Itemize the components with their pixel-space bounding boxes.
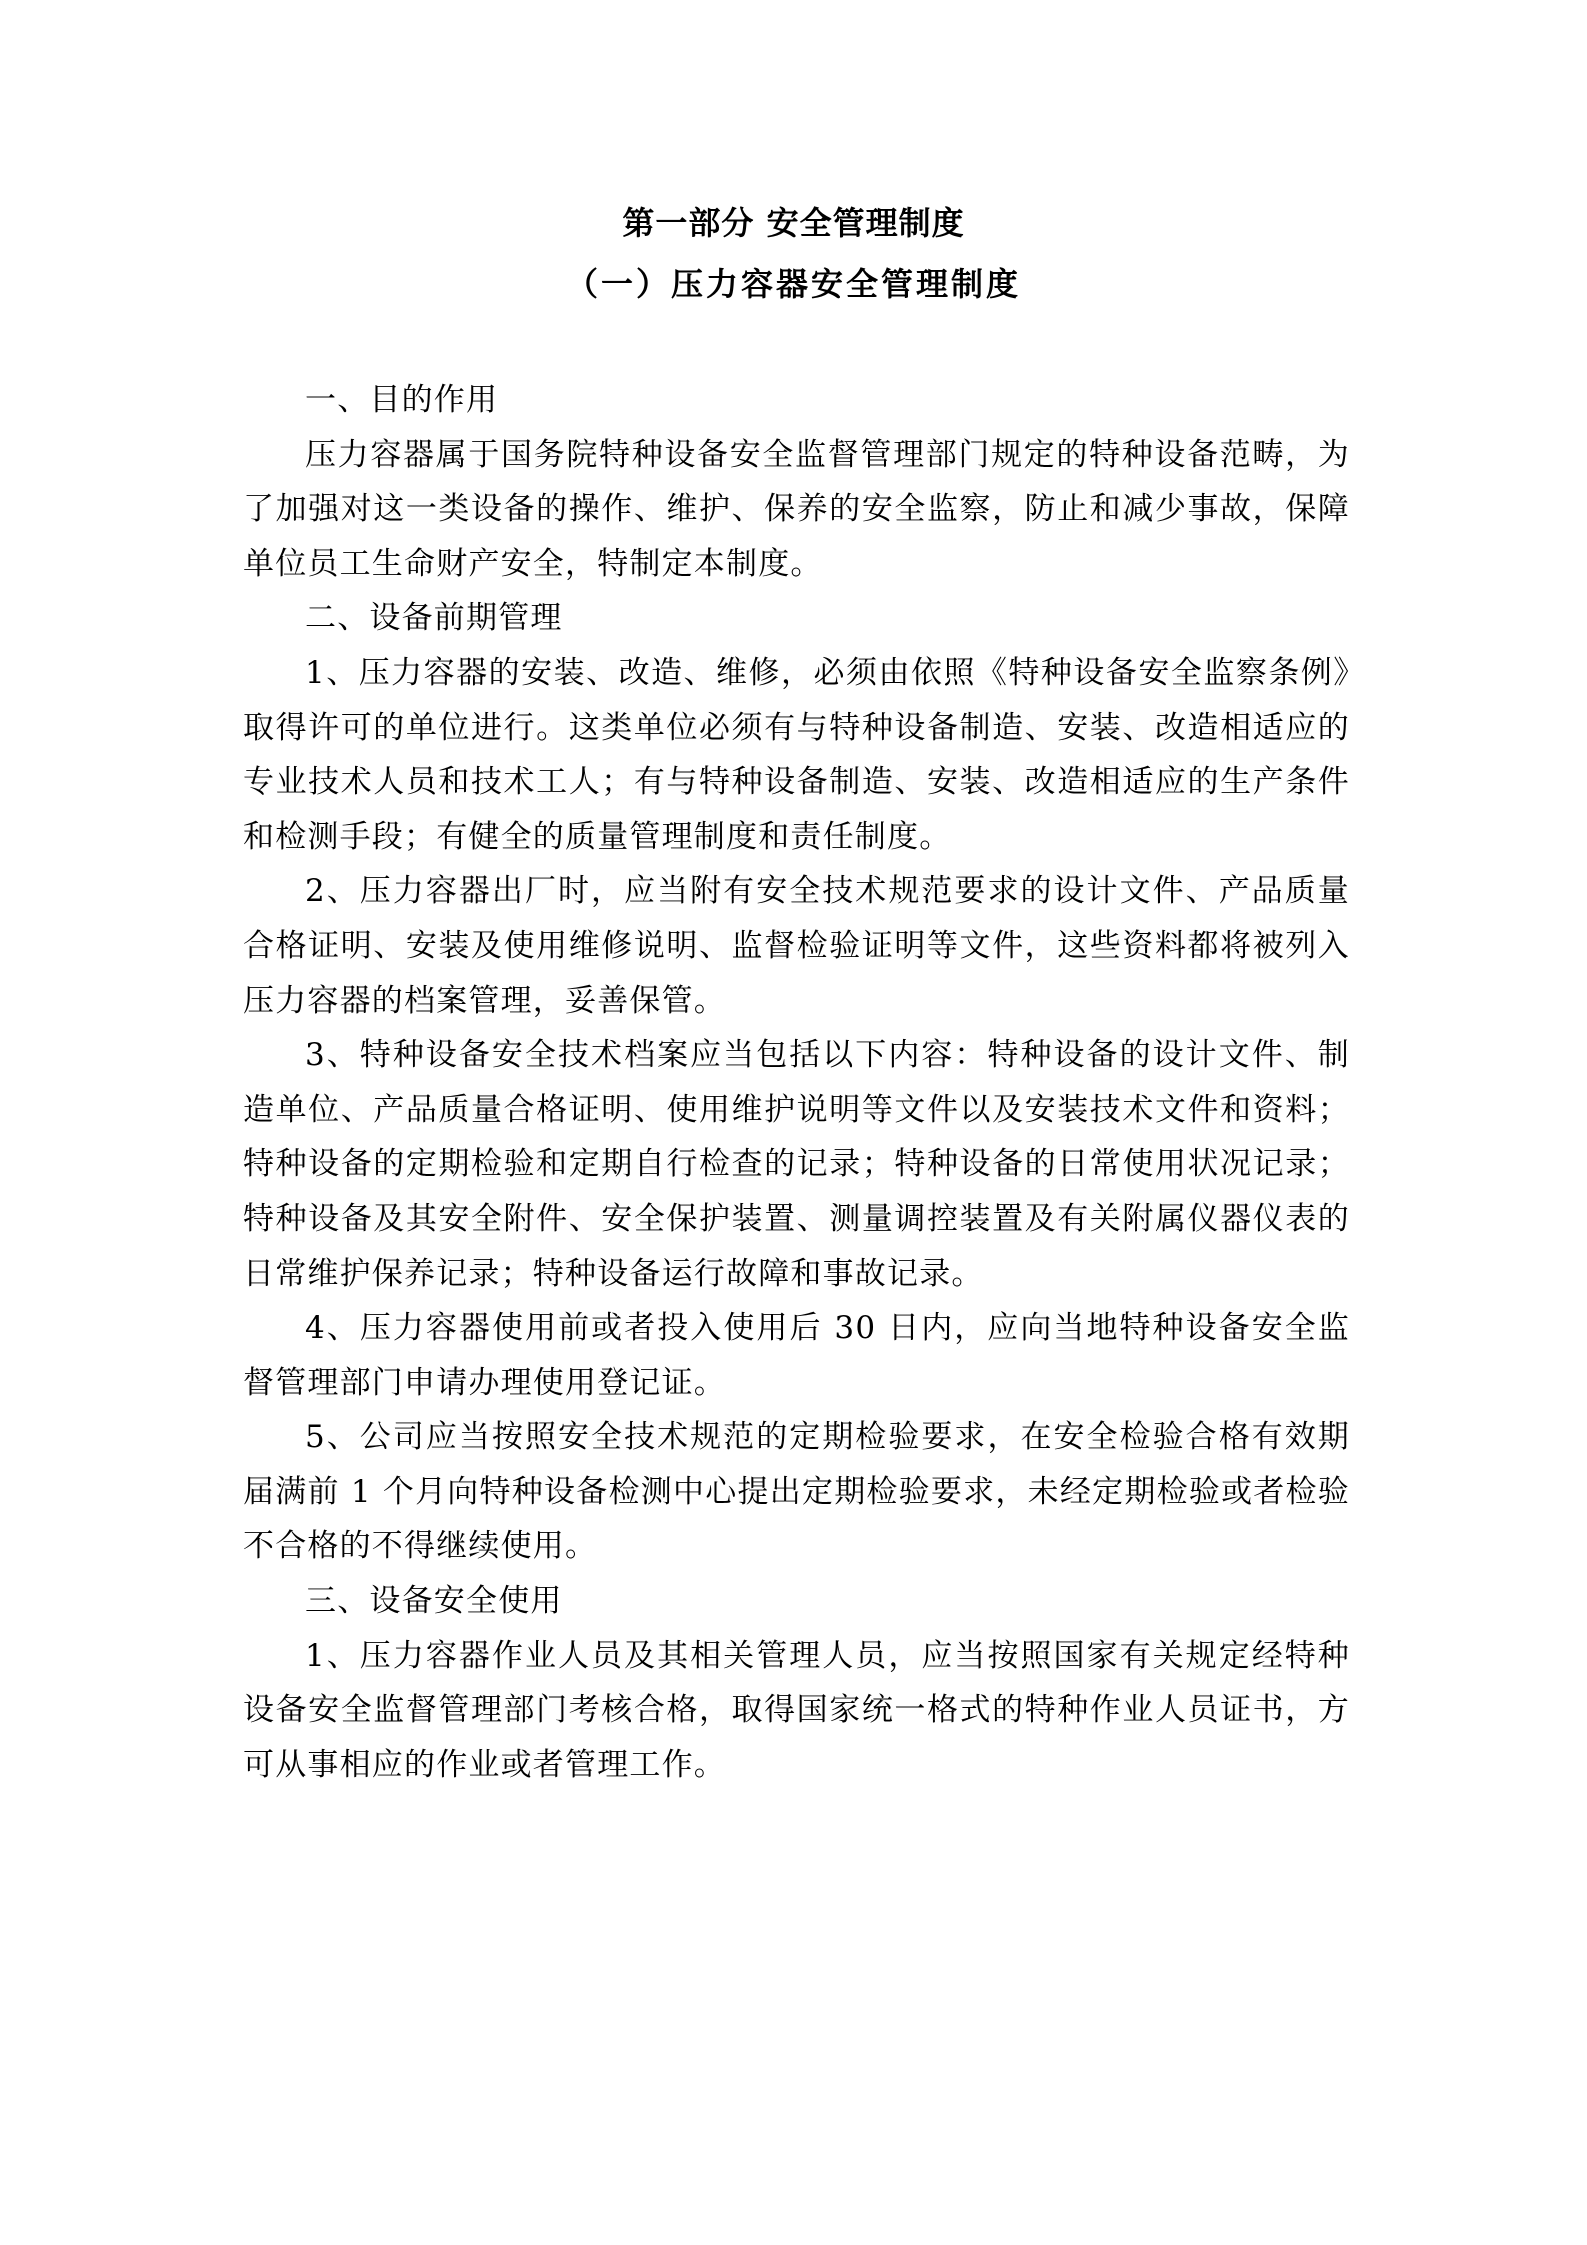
paragraph: 5、公司应当按照安全技术规范的定期检验要求，在安全检验合格有效期届满前 1 个月向特种设备检测中心提出定期检验要求，未经定期检验或者检验不合格的不得继续使用。 xyxy=(243,1419,1350,1565)
paragraph: 1、压力容器作业人员及其相关管理人员，应当按照国家有关规定经特种设备安全监督管理部门考核合格，取得国家统一格式的特种作业人员证书，方可从事相应的作业或者管理工作。 xyxy=(243,1637,1350,1783)
section-heading: 三、设备安全使用 xyxy=(305,1583,563,1620)
paragraph: 1、压力容器的安装、改造、维修，必须由依照《特种设备安全监察条例》取得许可的单位进行。这类单位必须有与特种设备制造、安装、改造相适应的专业技术人员和技术工人；有与特种设备制造、安装、改造相适应的生产条件和检测手段；有健全的质量管理制度和责任制度。 xyxy=(243,654,1350,855)
paragraph: 压力容器属于国务院特种设备安全监督管理部门规定的特种设备范畴，为了加强对这一类设备的操作、维护、保养的安全监察，防止和减少事故，保障单位员工生命财产安全，特制定本制度。 xyxy=(243,436,1350,582)
document-body xyxy=(243,373,1350,1792)
paragraph: 3、特种设备安全技术档案应当包括以下内容：特种设备的设计文件、制造单位、产品质量合格证明、使用维护说明等文件以及安装技术文件和资料；特种设备的定期检验和定期自行检查的记录；特种设备的日常使用状况记录；特种设备及其安全附件、安全保护装置、测量调控装置及有关附属仪器仪表的日常维护保养记录；特种设备运行故障和事故记录。 xyxy=(243,1037,1350,1292)
document-subtitle: （一）压力容器安全管理制度 xyxy=(565,265,1021,303)
paragraph: 4、压力容器使用前或者投入使用后 30 日内，应向当地特种设备安全监督管理部门申请办理使用登记证。 xyxy=(243,1310,1350,1401)
section-heading: 二、设备前期管理 xyxy=(305,600,563,637)
document-title: 第一部分 安全管理制度 xyxy=(622,204,965,242)
paragraph: 2、压力容器出厂时，应当附有安全技术规范要求的设计文件、产品质量合格证明、安装及使用维修说明、监督检验证明等文件，这些资料都将被列入压力容器的档案管理，妥善保管。 xyxy=(243,873,1350,1019)
section-heading: 一、目的作用 xyxy=(305,382,499,418)
